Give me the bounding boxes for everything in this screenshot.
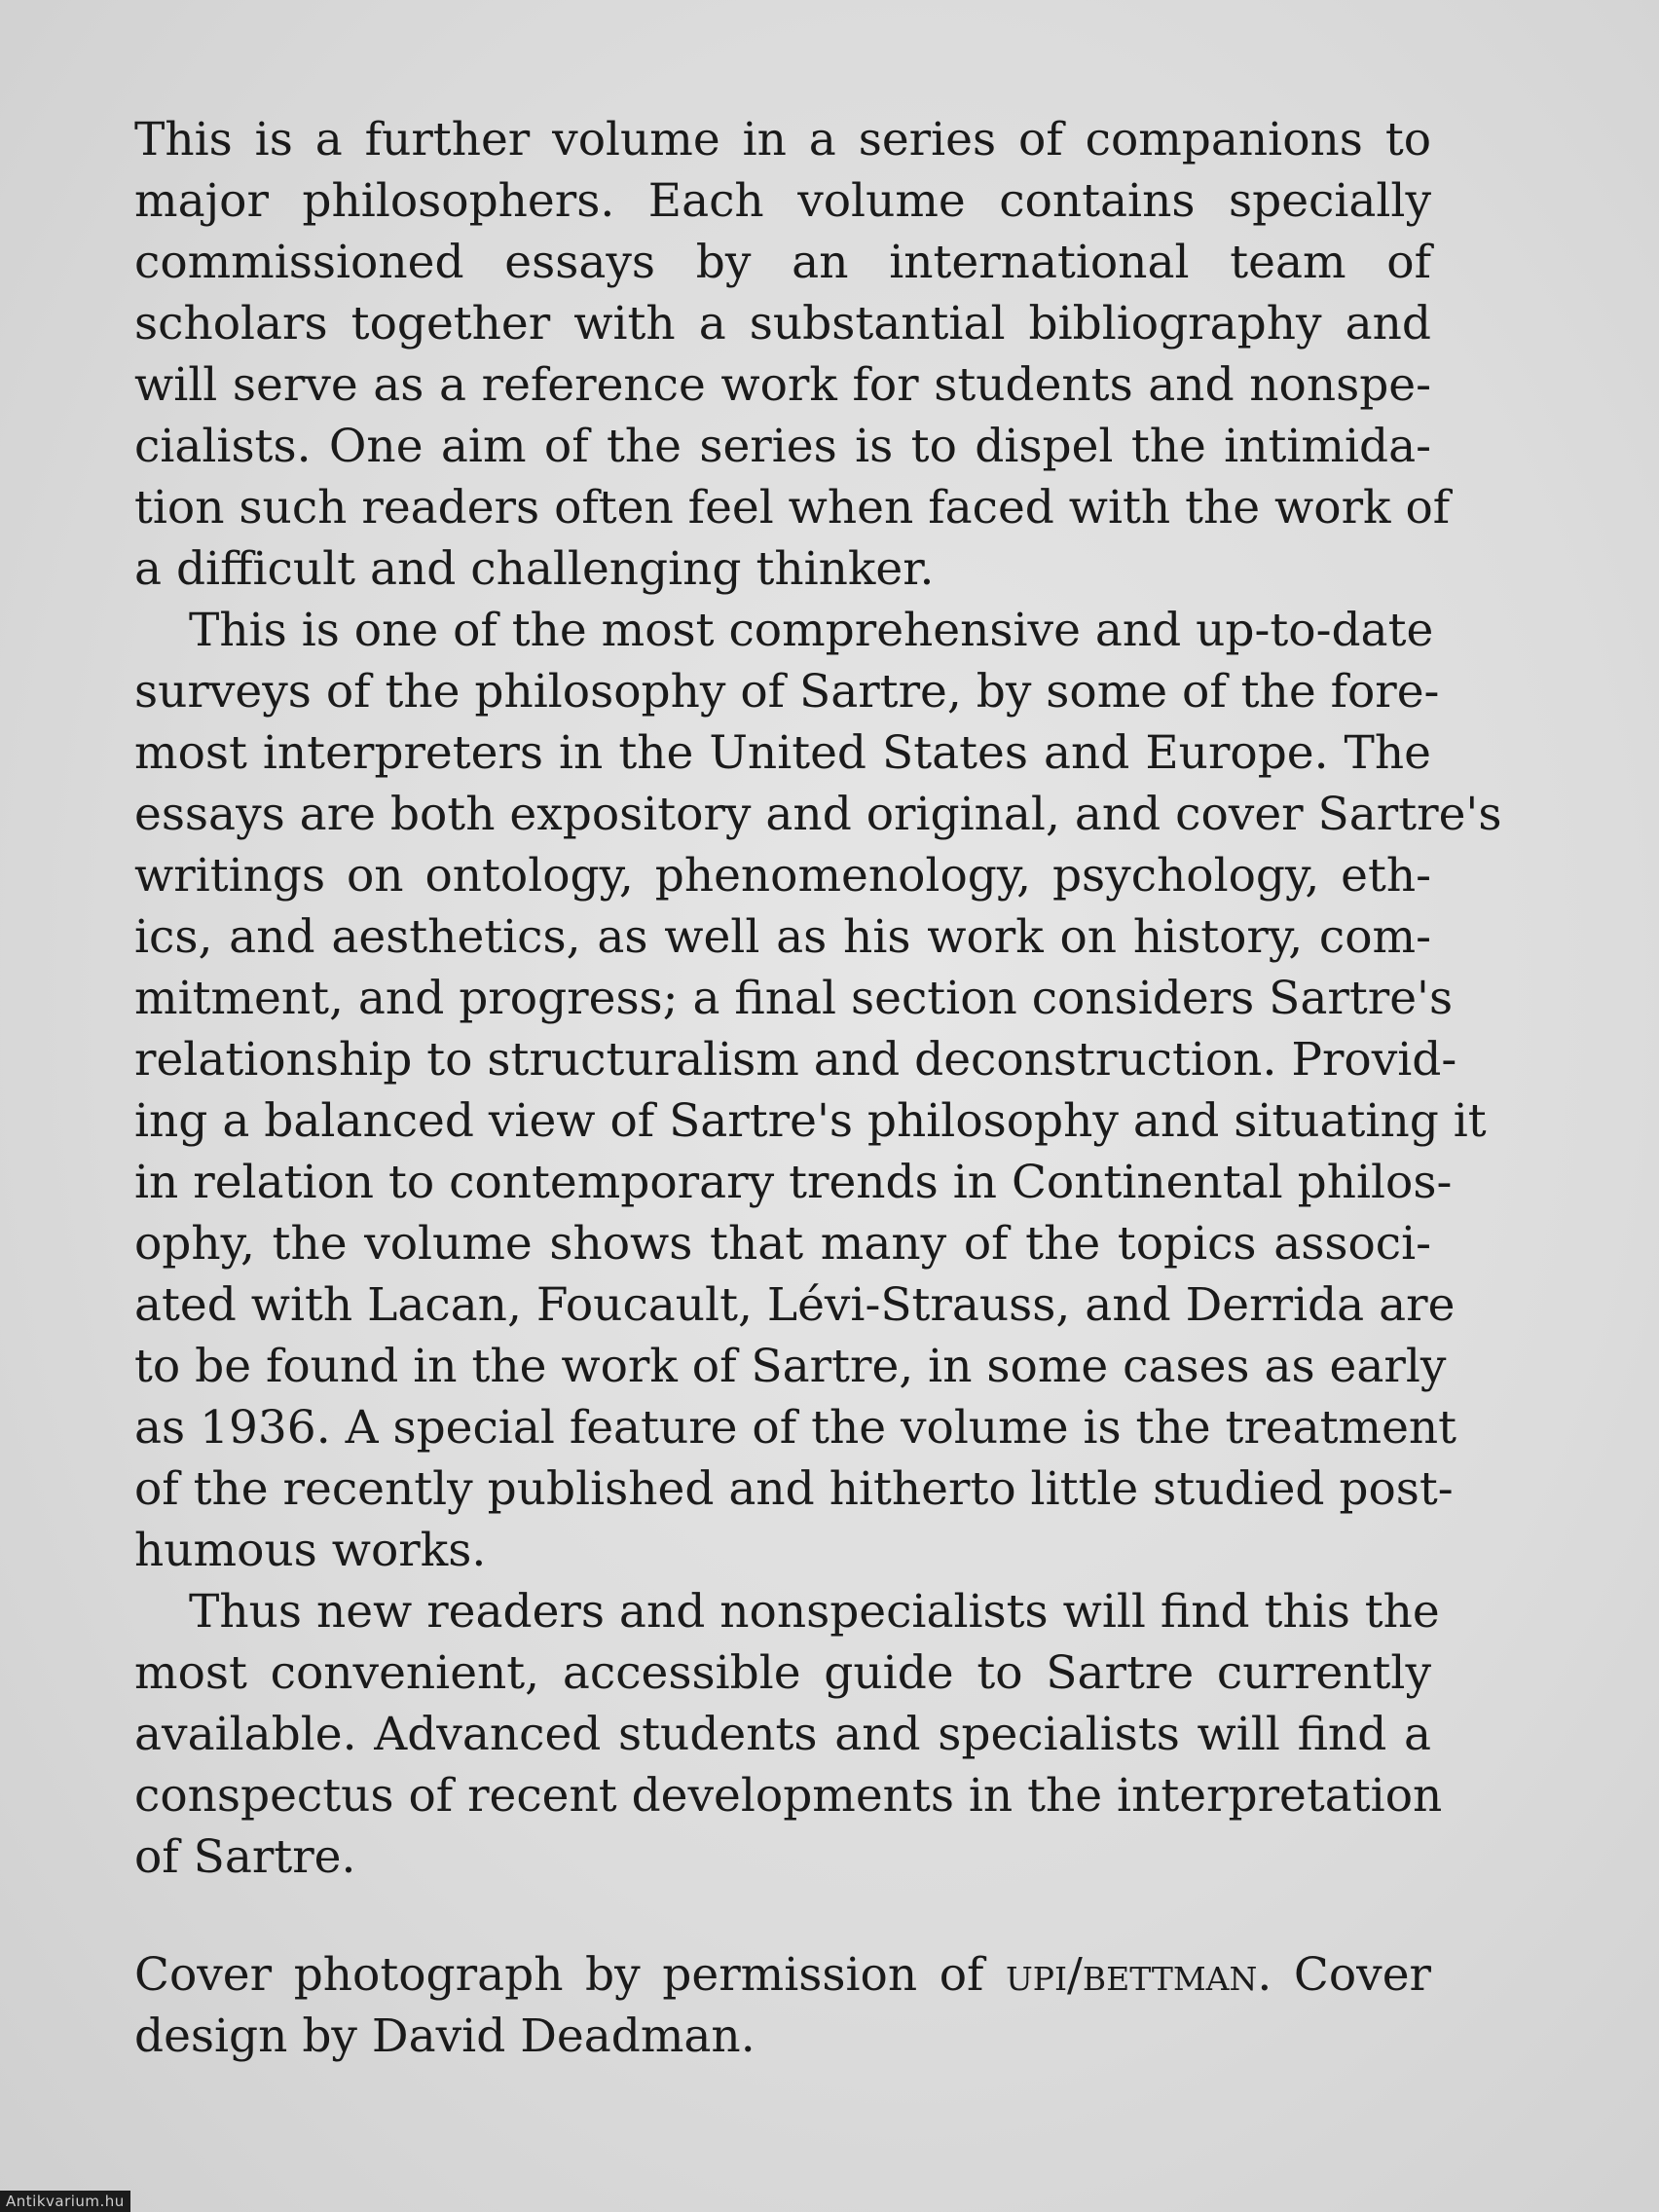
watermark-label: Antikvarium.hu [0, 2191, 130, 2212]
text-line: a difficult and challenging thinker. [134, 542, 935, 596]
credits-line [134, 1944, 1431, 2006]
text-line: as 1936. A special feature of the volume is the treatment [134, 1401, 1457, 1455]
text-line: scholars together with a substantial bibliography and [134, 297, 1431, 350]
cover-credits [134, 1944, 1431, 2067]
text-line: Thus new readers and nonspecialists will find this the [189, 1585, 1440, 1639]
text-line: of Sartre. [134, 1830, 356, 1884]
credits-text: . Cover [1257, 1948, 1431, 2002]
text-line: writings on ontology, phenomenology, psychology, eth- [134, 849, 1431, 903]
credits-agency: upi/bettman [1006, 1948, 1258, 2002]
text-line: surveys of the philosophy of Sartre, by some of the fore- [134, 665, 1440, 719]
section-gap [134, 1888, 1431, 1944]
text-line: to be found in the work of Sartre, in some cases as early [134, 1340, 1447, 1393]
text-line: in relation to contemporary trends in Continental philos- [134, 1156, 1453, 1209]
text-line: available. Advanced students and specialists will find a [134, 1708, 1431, 1761]
text-line: ing a balanced view of Sartre's philosophy and situating it [134, 1094, 1487, 1148]
text-line: This is a further volume in a series of companions to [134, 113, 1431, 166]
text-line: most convenient, accessible guide to Sartre currently [134, 1646, 1431, 1700]
text-line: ics, and aesthetics, as well as his work on history, com- [134, 910, 1431, 964]
text-line: major philosophers. Each volume contains specially [134, 174, 1431, 228]
text-line: most interpreters in the United States and Europe. The [134, 726, 1431, 780]
text-line: ated with Lacan, Foucault, Lévi-Strauss, and Derrida are [134, 1278, 1456, 1332]
paragraph-2 [134, 600, 1502, 1581]
paragraph-1 [134, 109, 1451, 600]
text-line: humous works. [134, 1524, 487, 1577]
text-line: mitment, and progress; a final section considers Sartre's [134, 972, 1454, 1025]
credits-text: Cover photograph by permission of [134, 1948, 1006, 2002]
text-line: ophy, the volume shows that many of the topics associ- [134, 1217, 1431, 1271]
paragraph-3 [134, 1581, 1443, 1888]
text-line: will serve as a reference work for students and nonspe- [134, 358, 1431, 412]
text-line: relationship to structuralism and deconstruction. Provid- [134, 1033, 1457, 1087]
credits-line: design by David Deadman. [134, 2009, 756, 2063]
text-line: of the recently published and hitherto little studied post- [134, 1462, 1454, 1516]
text-line: conspectus of recent developments in the interpretation [134, 1769, 1443, 1823]
blurb-text [134, 109, 1502, 2067]
text-line: tion such readers often feel when faced with the work of [134, 481, 1451, 535]
text-line: cialists. One aim of the series is to dispel the intimida- [134, 420, 1431, 473]
text-line: commissioned essays by an international team of [134, 236, 1431, 289]
text-line: essays are both expository and original, and cover Sartre's [134, 788, 1502, 841]
text-line: This is one of the most comprehensive and up-to-date [189, 604, 1434, 657]
